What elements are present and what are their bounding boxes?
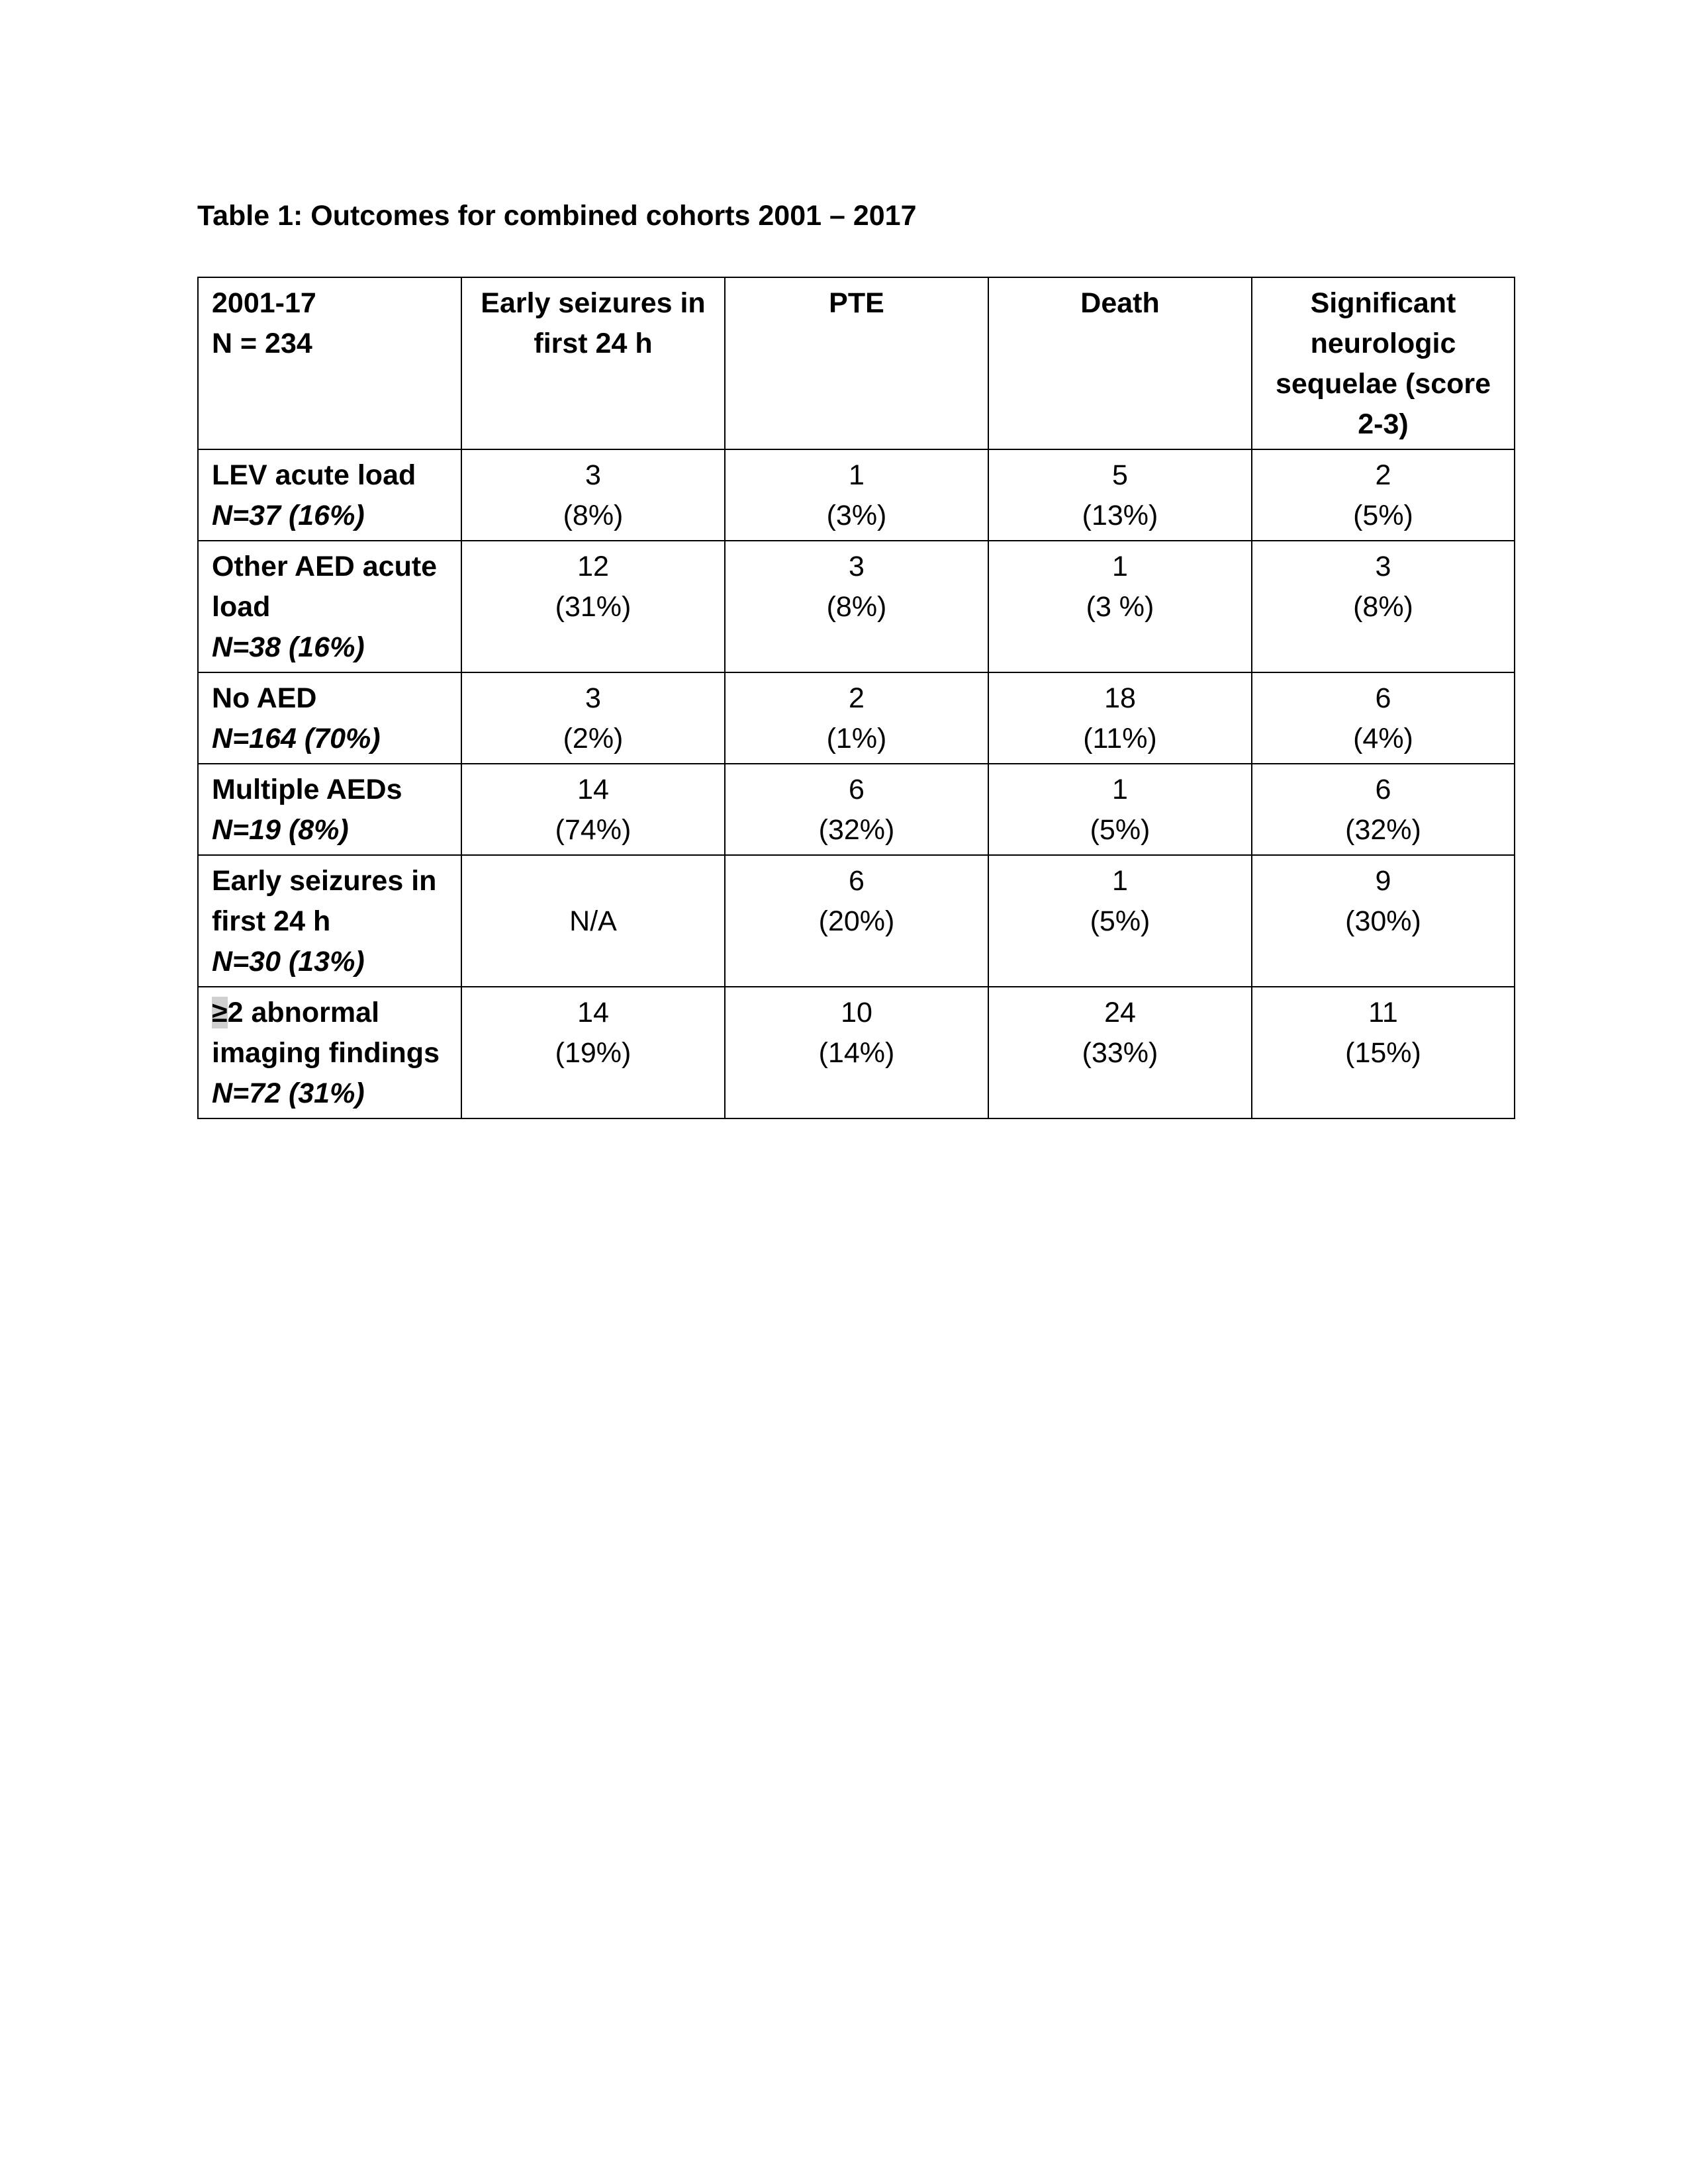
table-cell: 3 (8%)	[725, 541, 988, 672]
table-cell: 9 (30%)	[1252, 855, 1515, 987]
table-row	[198, 764, 1515, 855]
gte-symbol: ≥	[212, 997, 228, 1028]
table-cell: 2 (5%)	[1252, 449, 1515, 541]
table-cell-na: N/A	[461, 855, 725, 987]
row-n: N=164 (70%)	[212, 723, 381, 754]
table-cell: 5 (13%)	[988, 449, 1252, 541]
row-name: No AED	[212, 682, 317, 714]
table-cell: 2 (1%)	[725, 672, 988, 764]
table-cell: 14 (19%)	[461, 987, 725, 1118]
table-cell: 1 (3 %)	[988, 541, 1252, 672]
outcomes-table	[197, 277, 1515, 1119]
header-early-seizures: Early seizures in first 24 h	[461, 277, 725, 449]
table-cell: 10 (14%)	[725, 987, 988, 1118]
table-cell: 3 (8%)	[461, 449, 725, 541]
row-label	[198, 764, 461, 855]
cohort-total: N = 234	[212, 328, 312, 359]
header-neurologic-sequelae: Significant neurologic sequelae (score 2-3)	[1252, 277, 1515, 449]
table-cell: 3 (8%)	[1252, 541, 1515, 672]
row-name: Multiple AEDs	[212, 774, 402, 805]
header-corner	[198, 277, 461, 449]
row-n: N=19 (8%)	[212, 814, 349, 846]
table-cell: 1 (5%)	[988, 764, 1252, 855]
row-label	[198, 855, 461, 987]
table-cell: 18 (11%)	[988, 672, 1252, 764]
table-cell: 6 (32%)	[1252, 764, 1515, 855]
row-n: N=30 (13%)	[212, 946, 365, 978]
table-cell: 3 (2%)	[461, 672, 725, 764]
row-label	[198, 449, 461, 541]
table-cell: 11 (15%)	[1252, 987, 1515, 1118]
row-name: Early seizures in first 24 h	[212, 865, 437, 937]
table-row	[198, 855, 1515, 987]
table-cell: 6 (4%)	[1252, 672, 1515, 764]
row-n: N=72 (31%)	[212, 1077, 365, 1109]
header-row	[198, 277, 1515, 449]
row-label	[198, 672, 461, 764]
row-name: ≥2 abnormal imaging findings	[212, 997, 440, 1069]
row-n: N=38 (16%)	[212, 631, 365, 663]
table-cell: 1 (5%)	[988, 855, 1252, 987]
row-label	[198, 541, 461, 672]
cohort-years: 2001-17	[212, 287, 316, 319]
row-label	[198, 987, 461, 1118]
header-death: Death	[988, 277, 1252, 449]
row-name: Other AED acute load	[212, 551, 438, 623]
table-row	[198, 987, 1515, 1118]
table-cell: 6 (32%)	[725, 764, 988, 855]
row-name: LEV acute load	[212, 459, 416, 491]
table-cell: 6 (20%)	[725, 855, 988, 987]
table-caption: Table 1: Outcomes for combined cohorts 2001 – 2017	[197, 200, 917, 232]
table-cell: 14 (74%)	[461, 764, 725, 855]
table-cell: 1 (3%)	[725, 449, 988, 541]
row-n: N=37 (16%)	[212, 500, 365, 531]
table-row	[198, 449, 1515, 541]
table-cell: 24 (33%)	[988, 987, 1252, 1118]
table-row	[198, 672, 1515, 764]
header-pte: PTE	[725, 277, 988, 449]
table-row	[198, 541, 1515, 672]
table-cell: 12 (31%)	[461, 541, 725, 672]
